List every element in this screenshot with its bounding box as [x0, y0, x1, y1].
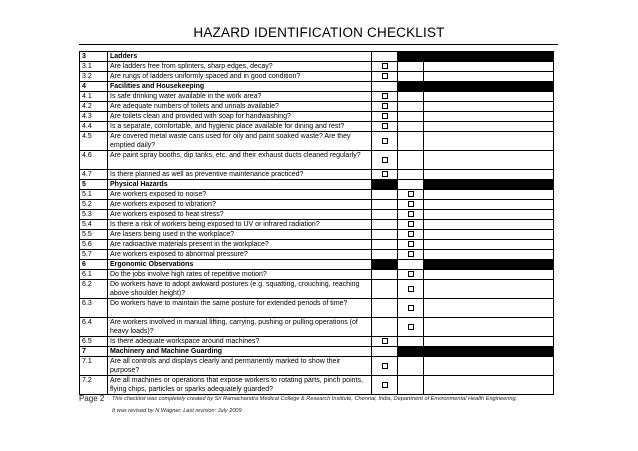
answer-yes-cell: [372, 318, 398, 337]
checkbox[interactable]: [382, 157, 388, 163]
item-question: Are workers exposed to vibration?: [108, 200, 372, 210]
notes-cell: [424, 151, 554, 170]
notes-cell: [424, 210, 554, 220]
checklist-item-row: [80, 102, 554, 112]
checkbox[interactable]: [408, 191, 414, 197]
notes-cell: [424, 376, 554, 395]
item-question: Is there planned as well as preventive maintenance practiced?: [108, 170, 372, 180]
answer-yes-cell: [372, 280, 398, 299]
item-question: Are ladders free from splinters, sharp edges, decay?: [108, 62, 372, 72]
item-question: Do workers have to maintain the same posture for extended periods of time?: [108, 299, 372, 318]
footer-revision-note: It was revised by N Wagner. Last revision: July 2009: [112, 408, 242, 414]
item-number: 4.4: [80, 122, 108, 132]
section-number: 6: [80, 260, 108, 270]
footer-credit-note: This checklist was completely created by Sri Ramachandra Medical College & Research Institute, Chennai, India, Department of Environmental Health Engineering.: [112, 396, 518, 402]
section-header-row: [80, 52, 554, 62]
item-question: Are toilets clean and provided with soap for handwashing?: [108, 112, 372, 122]
checkbox[interactable]: [408, 201, 414, 207]
answer-yes-cell: [372, 240, 398, 250]
answer-no-cell: [398, 102, 424, 112]
item-number: 6.2: [80, 280, 108, 299]
notes-cell: [424, 62, 554, 72]
checklist-item-row: [80, 357, 554, 376]
answer-yes-cell: [372, 200, 398, 210]
answer-no-cell: [398, 151, 424, 170]
answer-no-cell: [398, 112, 424, 122]
checkbox[interactable]: [408, 231, 414, 237]
answer-no-cell: [398, 170, 424, 180]
notes-cell: [424, 318, 554, 337]
answer-no-cell: [398, 200, 424, 210]
checkbox[interactable]: [408, 241, 414, 247]
checklist-item-row: [80, 92, 554, 102]
item-question: Do the jobs involve high rates of repetitive motion?: [108, 270, 372, 280]
item-number: 4.7: [80, 170, 108, 180]
notes-cell: [424, 299, 554, 318]
hazard-checklist-table: [79, 51, 554, 395]
item-question: Is there adequate workspace around machines?: [108, 337, 372, 347]
notes-cell: [424, 112, 554, 122]
section-header-fill: [424, 82, 554, 92]
checkbox[interactable]: [382, 363, 388, 369]
item-number: 4.1: [80, 92, 108, 102]
section-header-fill: [372, 347, 398, 357]
notes-cell: [424, 270, 554, 280]
item-question: Are adequate numbers of toilets and urinals available?: [108, 102, 372, 112]
answer-yes-cell: [372, 190, 398, 200]
section-header-fill: [424, 347, 554, 357]
answer-no-cell: [398, 122, 424, 132]
section-header-fill: [372, 180, 398, 190]
checklist-item-row: [80, 122, 554, 132]
answer-yes-cell: [372, 151, 398, 170]
checkbox[interactable]: [408, 211, 414, 217]
answer-yes-cell: [372, 92, 398, 102]
checkbox[interactable]: [408, 271, 414, 277]
item-number: 7.2: [80, 376, 108, 395]
checklist-item-row: [80, 318, 554, 337]
checkbox[interactable]: [382, 113, 388, 119]
answer-no-cell: [398, 190, 424, 200]
item-question: Are radioactive materials present in the workplace?: [108, 240, 372, 250]
answer-yes-cell: [372, 250, 398, 260]
item-question: Are all machines or operations that expose workers to rotating parts, pinch points, flying chips, particles or sparks adequately guarded?: [108, 376, 372, 395]
answer-yes-cell: [372, 102, 398, 112]
checklist-item-row: [80, 250, 554, 260]
answer-no-cell: [398, 357, 424, 376]
checkbox[interactable]: [382, 123, 388, 129]
item-question: Are workers exposed to noise?: [108, 190, 372, 200]
answer-no-cell: [398, 72, 424, 82]
item-question: Is a separate, comfortable, and hygienic place available for dining and rest?: [108, 122, 372, 132]
checklist-item-row: [80, 220, 554, 230]
answer-no-cell: [398, 230, 424, 240]
notes-cell: [424, 337, 554, 347]
item-number: 4.2: [80, 102, 108, 112]
item-number: 4.5: [80, 132, 108, 151]
answer-yes-cell: [372, 122, 398, 132]
item-question: Is there a risk of workers being exposed to UV or infrared radiation?: [108, 220, 372, 230]
item-number: 6.5: [80, 337, 108, 347]
item-question: Do workers have to adopt awkward postures (e.g. squatting, crouching, reaching above shoulder height)?: [108, 280, 372, 299]
answer-yes-cell: [372, 270, 398, 280]
checkbox[interactable]: [382, 382, 388, 388]
page-number: Page 2: [79, 394, 105, 403]
checkbox[interactable]: [408, 251, 414, 257]
answer-yes-cell: [372, 357, 398, 376]
section-header-row: [80, 180, 554, 190]
answer-no-cell: [398, 337, 424, 347]
answer-yes-cell: [372, 337, 398, 347]
notes-cell: [424, 72, 554, 82]
answer-yes-cell: [372, 210, 398, 220]
item-number: 5.2: [80, 200, 108, 210]
section-heading: Ergonomic Observations: [108, 260, 372, 270]
checklist-item-row: [80, 337, 554, 347]
answer-yes-cell: [372, 220, 398, 230]
section-header-fill: [424, 260, 554, 270]
answer-yes-cell: [372, 230, 398, 240]
item-question: Are rungs of ladders uniformly spaced and in good condition?: [108, 72, 372, 82]
section-heading: Facilities and Housekeeping: [108, 82, 372, 92]
section-header-fill: [372, 52, 398, 62]
item-number: 4.6: [80, 151, 108, 170]
answer-no-cell: [398, 299, 424, 318]
item-question: Are workers exposed to heat stress?: [108, 210, 372, 220]
item-number: 5.7: [80, 250, 108, 260]
item-number: 6.3: [80, 299, 108, 318]
answer-no-cell: [398, 318, 424, 337]
checklist-item-row: [80, 376, 554, 395]
answer-no-cell: [398, 280, 424, 299]
notes-cell: [424, 102, 554, 112]
item-question: Is safe drinking water available in the work area?: [108, 92, 372, 102]
checklist-item-row: [80, 200, 554, 210]
checkbox[interactable]: [408, 324, 414, 330]
section-header-fill: [424, 52, 554, 62]
answer-yes-cell: [372, 132, 398, 151]
section-header-fill: [398, 260, 424, 270]
notes-cell: [424, 132, 554, 151]
notes-cell: [424, 170, 554, 180]
item-number: 3.1: [80, 62, 108, 72]
checkbox[interactable]: [408, 305, 414, 311]
title-underline: [79, 44, 558, 45]
checkbox[interactable]: [408, 286, 414, 292]
item-number: 5.4: [80, 220, 108, 230]
notes-cell: [424, 240, 554, 250]
answer-no-cell: [398, 210, 424, 220]
checkbox[interactable]: [382, 138, 388, 144]
answer-no-cell: [398, 62, 424, 72]
item-question: Are paint spray booths, dip tanks, etc. and their exhaust ducts cleaned regularly?: [108, 151, 372, 170]
checklist-item-row: [80, 210, 554, 220]
item-number: 6.4: [80, 318, 108, 337]
checkbox[interactable]: [382, 338, 388, 344]
answer-no-cell: [398, 270, 424, 280]
section-header-fill: [398, 180, 424, 190]
answer-yes-cell: [372, 376, 398, 395]
section-number: 7: [80, 347, 108, 357]
notes-cell: [424, 230, 554, 240]
item-question: Are lasers being used in the workplace?: [108, 230, 372, 240]
section-header-fill: [424, 180, 554, 190]
checklist-item-row: [80, 190, 554, 200]
answer-yes-cell: [372, 62, 398, 72]
checklist-item-row: [80, 280, 554, 299]
section-header-fill: [372, 82, 398, 92]
item-question: Are workers involved in manual lifting, carrying, pushing or pulling operations (of heavy loads)?: [108, 318, 372, 337]
checklist-item-row: [80, 132, 554, 151]
checklist-item-row: [80, 270, 554, 280]
checkbox[interactable]: [382, 103, 388, 109]
answer-no-cell: [398, 376, 424, 395]
checkbox[interactable]: [408, 221, 414, 227]
item-question: Are workers exposed to abnormal pressure?: [108, 250, 372, 260]
checklist-item-row: [80, 112, 554, 122]
section-header-fill: [398, 347, 424, 357]
item-number: 3.2: [80, 72, 108, 82]
notes-cell: [424, 280, 554, 299]
page-title: HAZARD IDENTIFICATION CHECKLIST: [193, 25, 445, 40]
checklist-item-row: [80, 299, 554, 318]
notes-cell: [424, 200, 554, 210]
section-header-fill: [372, 260, 398, 270]
answer-yes-cell: [372, 112, 398, 122]
checklist-item-row: [80, 230, 554, 240]
section-number: 5: [80, 180, 108, 190]
checklist-item-row: [80, 62, 554, 72]
section-heading: Ladders: [108, 52, 372, 62]
section-number: 4: [80, 82, 108, 92]
answer-no-cell: [398, 250, 424, 260]
section-heading: Machinery and Machine Guarding: [108, 347, 372, 357]
checkbox[interactable]: [382, 93, 388, 99]
checklist-item-row: [80, 72, 554, 82]
section-header-fill: [398, 52, 424, 62]
notes-cell: [424, 92, 554, 102]
item-number: 5.1: [80, 190, 108, 200]
notes-cell: [424, 190, 554, 200]
answer-no-cell: [398, 132, 424, 151]
item-number: 6.1: [80, 270, 108, 280]
notes-cell: [424, 357, 554, 376]
item-question: Are all controls and displays clearly and permanently marked to show their purpose?: [108, 357, 372, 376]
checkbox[interactable]: [382, 171, 388, 177]
section-heading: Physical Hazards: [108, 180, 372, 190]
notes-cell: [424, 250, 554, 260]
answer-yes-cell: [372, 72, 398, 82]
section-number: 3: [80, 52, 108, 62]
item-number: 7.1: [80, 357, 108, 376]
notes-cell: [424, 122, 554, 132]
answer-no-cell: [398, 240, 424, 250]
checklist-item-row: [80, 170, 554, 180]
checklist-item-row: [80, 240, 554, 250]
answer-no-cell: [398, 220, 424, 230]
item-question: Are covered metal waste cans used for oily and paint soaked waste? Are they emptied daily?: [108, 132, 372, 151]
item-number: 5.5: [80, 230, 108, 240]
section-header-row: [80, 82, 554, 92]
item-number: 5.6: [80, 240, 108, 250]
notes-cell: [424, 220, 554, 230]
item-number: 5.3: [80, 210, 108, 220]
answer-yes-cell: [372, 299, 398, 318]
checklist-body: [80, 52, 554, 395]
checkbox[interactable]: [382, 73, 388, 79]
section-header-row: [80, 347, 554, 357]
section-header-fill: [398, 82, 424, 92]
checklist-item-row: [80, 151, 554, 170]
answer-yes-cell: [372, 170, 398, 180]
section-header-row: [80, 260, 554, 270]
checkbox[interactable]: [382, 63, 388, 69]
item-number: 4.3: [80, 112, 108, 122]
answer-no-cell: [398, 92, 424, 102]
